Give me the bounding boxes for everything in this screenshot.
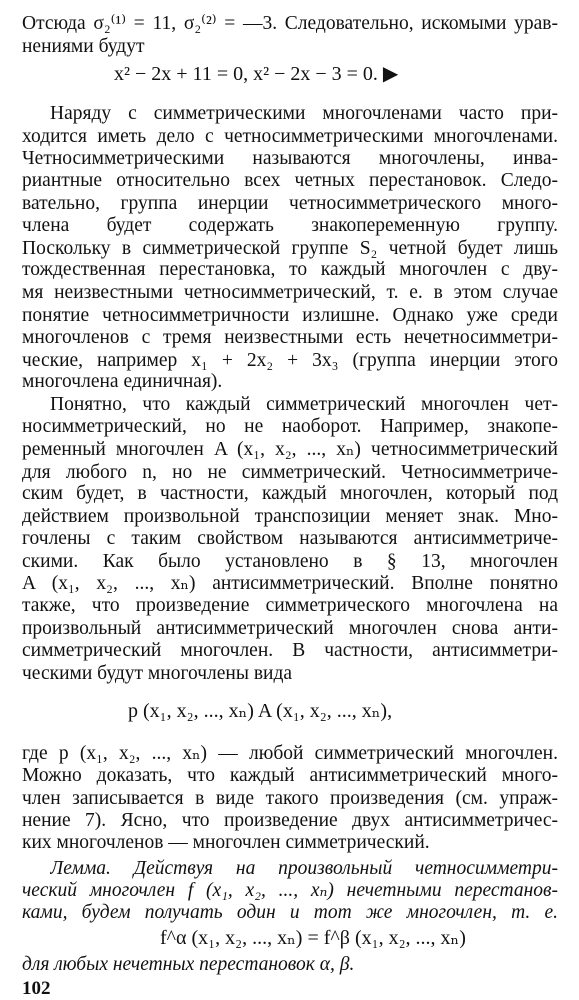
lemma-line: ками, будем получать один и тот же многочлен, т. е. xyxy=(22,902,558,923)
text-line: скими. Как было установлено в § 13, многочлен xyxy=(22,551,558,572)
text-line: произвольный антисимметрический многочлен снова анти- xyxy=(22,618,558,639)
equation: p (x₁, x₂, ..., xₙ) A (x₁, x₂, ..., xₙ), xyxy=(128,700,393,722)
text-line: действием произвольной транспозиции меняет знак. Мно- xyxy=(22,506,558,527)
text-line: понятие четносимметричности излишне. Однако уже среди xyxy=(22,305,558,326)
text-line: A (x₁, x₂, ..., xₙ) антисимметрический. Вполне понятно xyxy=(22,573,558,594)
text-line: носимметрический, но не наоборот. Например, знакопе- xyxy=(22,416,558,437)
text-line: ких многочленов — многочлен симметрический. xyxy=(22,832,430,853)
text-line: ходится иметь дело с четносимметрическими многочленами. xyxy=(22,126,558,147)
text-line: Наряду с симметрическими многочленами часто при- xyxy=(50,103,558,124)
text-line: где p (x₁, x₂, ..., xₙ) — любой симметрический многочлен. xyxy=(22,743,558,764)
text-line: нение 7). Ясно, что произведение двух антисимметричес- xyxy=(22,810,558,831)
text-line: ческие, например x₁ + 2x₂ + 3x₃ (группа инерции этого xyxy=(22,350,558,371)
text-line: члена будет содержать знакопеременную группу. xyxy=(22,215,558,236)
lemma-line: ческий многочлен f (x₁, x₂, ..., xₙ) нечетными перестанов- xyxy=(22,880,558,901)
text-line: многочленов с тремя неизвестными есть нечетносимметри- xyxy=(22,327,558,348)
equation: f^α (x₁, x₂, ..., xₙ) = f^β (x₁, x₂, ..., xₙ) xyxy=(160,927,466,949)
text-line: симметрический многочлен. В частности, антисимметри- xyxy=(22,640,558,661)
text-line: риантные относительно всех четных перестановок. Следо- xyxy=(22,170,558,191)
text-line: для любого n, но не симметрический. Четносимметриче- xyxy=(22,462,558,483)
text-line: также, что произведение симметрического многочлена на xyxy=(22,595,558,616)
lemma-conclusion: для любых нечетных перестановок α, β. xyxy=(22,954,355,975)
text-line: Отсюда σ₂⁽¹⁾ = 11, σ₂⁽²⁾ = —3. Следовательно, искомыми урав- xyxy=(22,13,558,34)
text-line: Четносимметрическими называются многочлены, инва- xyxy=(22,148,558,169)
text-line: нениями будут xyxy=(22,36,145,57)
text-line: ским будет, в частности, каждый многочлен, который под xyxy=(22,483,558,504)
text-line: мя неизвестными четносимметрический, т. е. в этом случае xyxy=(22,282,558,303)
page-number: 102 xyxy=(22,978,51,999)
text-line: вательно, группа инерции четносимметрического много- xyxy=(22,193,558,214)
text-line: Поскольку в симметрической группе S₂ четной будет лишь xyxy=(22,238,558,259)
text-line: член записывается в виде такого произведения (см. упраж- xyxy=(22,788,558,809)
text-line: ческими будут многочлены вида xyxy=(22,663,293,684)
text-line: ременный многочлен A (x₁, x₂, ..., xₙ) четносимметрический xyxy=(22,439,558,460)
lemma-line: Лемма. Действуя на произвольный четносимметри- xyxy=(50,858,558,879)
text-line: гочлены с таким свойством называются антисимметриче- xyxy=(22,528,558,549)
text-line: многочлена единичная). xyxy=(22,371,223,392)
equation: x² − 2x + 11 = 0, x² − 2x − 3 = 0. ▶ xyxy=(114,63,399,85)
text-line: тождественная перестановка, то каждый многочлен с дву- xyxy=(22,259,558,280)
text-line: Понятно, что каждый симметрический многочлен чет- xyxy=(50,394,558,415)
text-line: Можно доказать, что каждый антисимметрический много- xyxy=(22,765,558,786)
